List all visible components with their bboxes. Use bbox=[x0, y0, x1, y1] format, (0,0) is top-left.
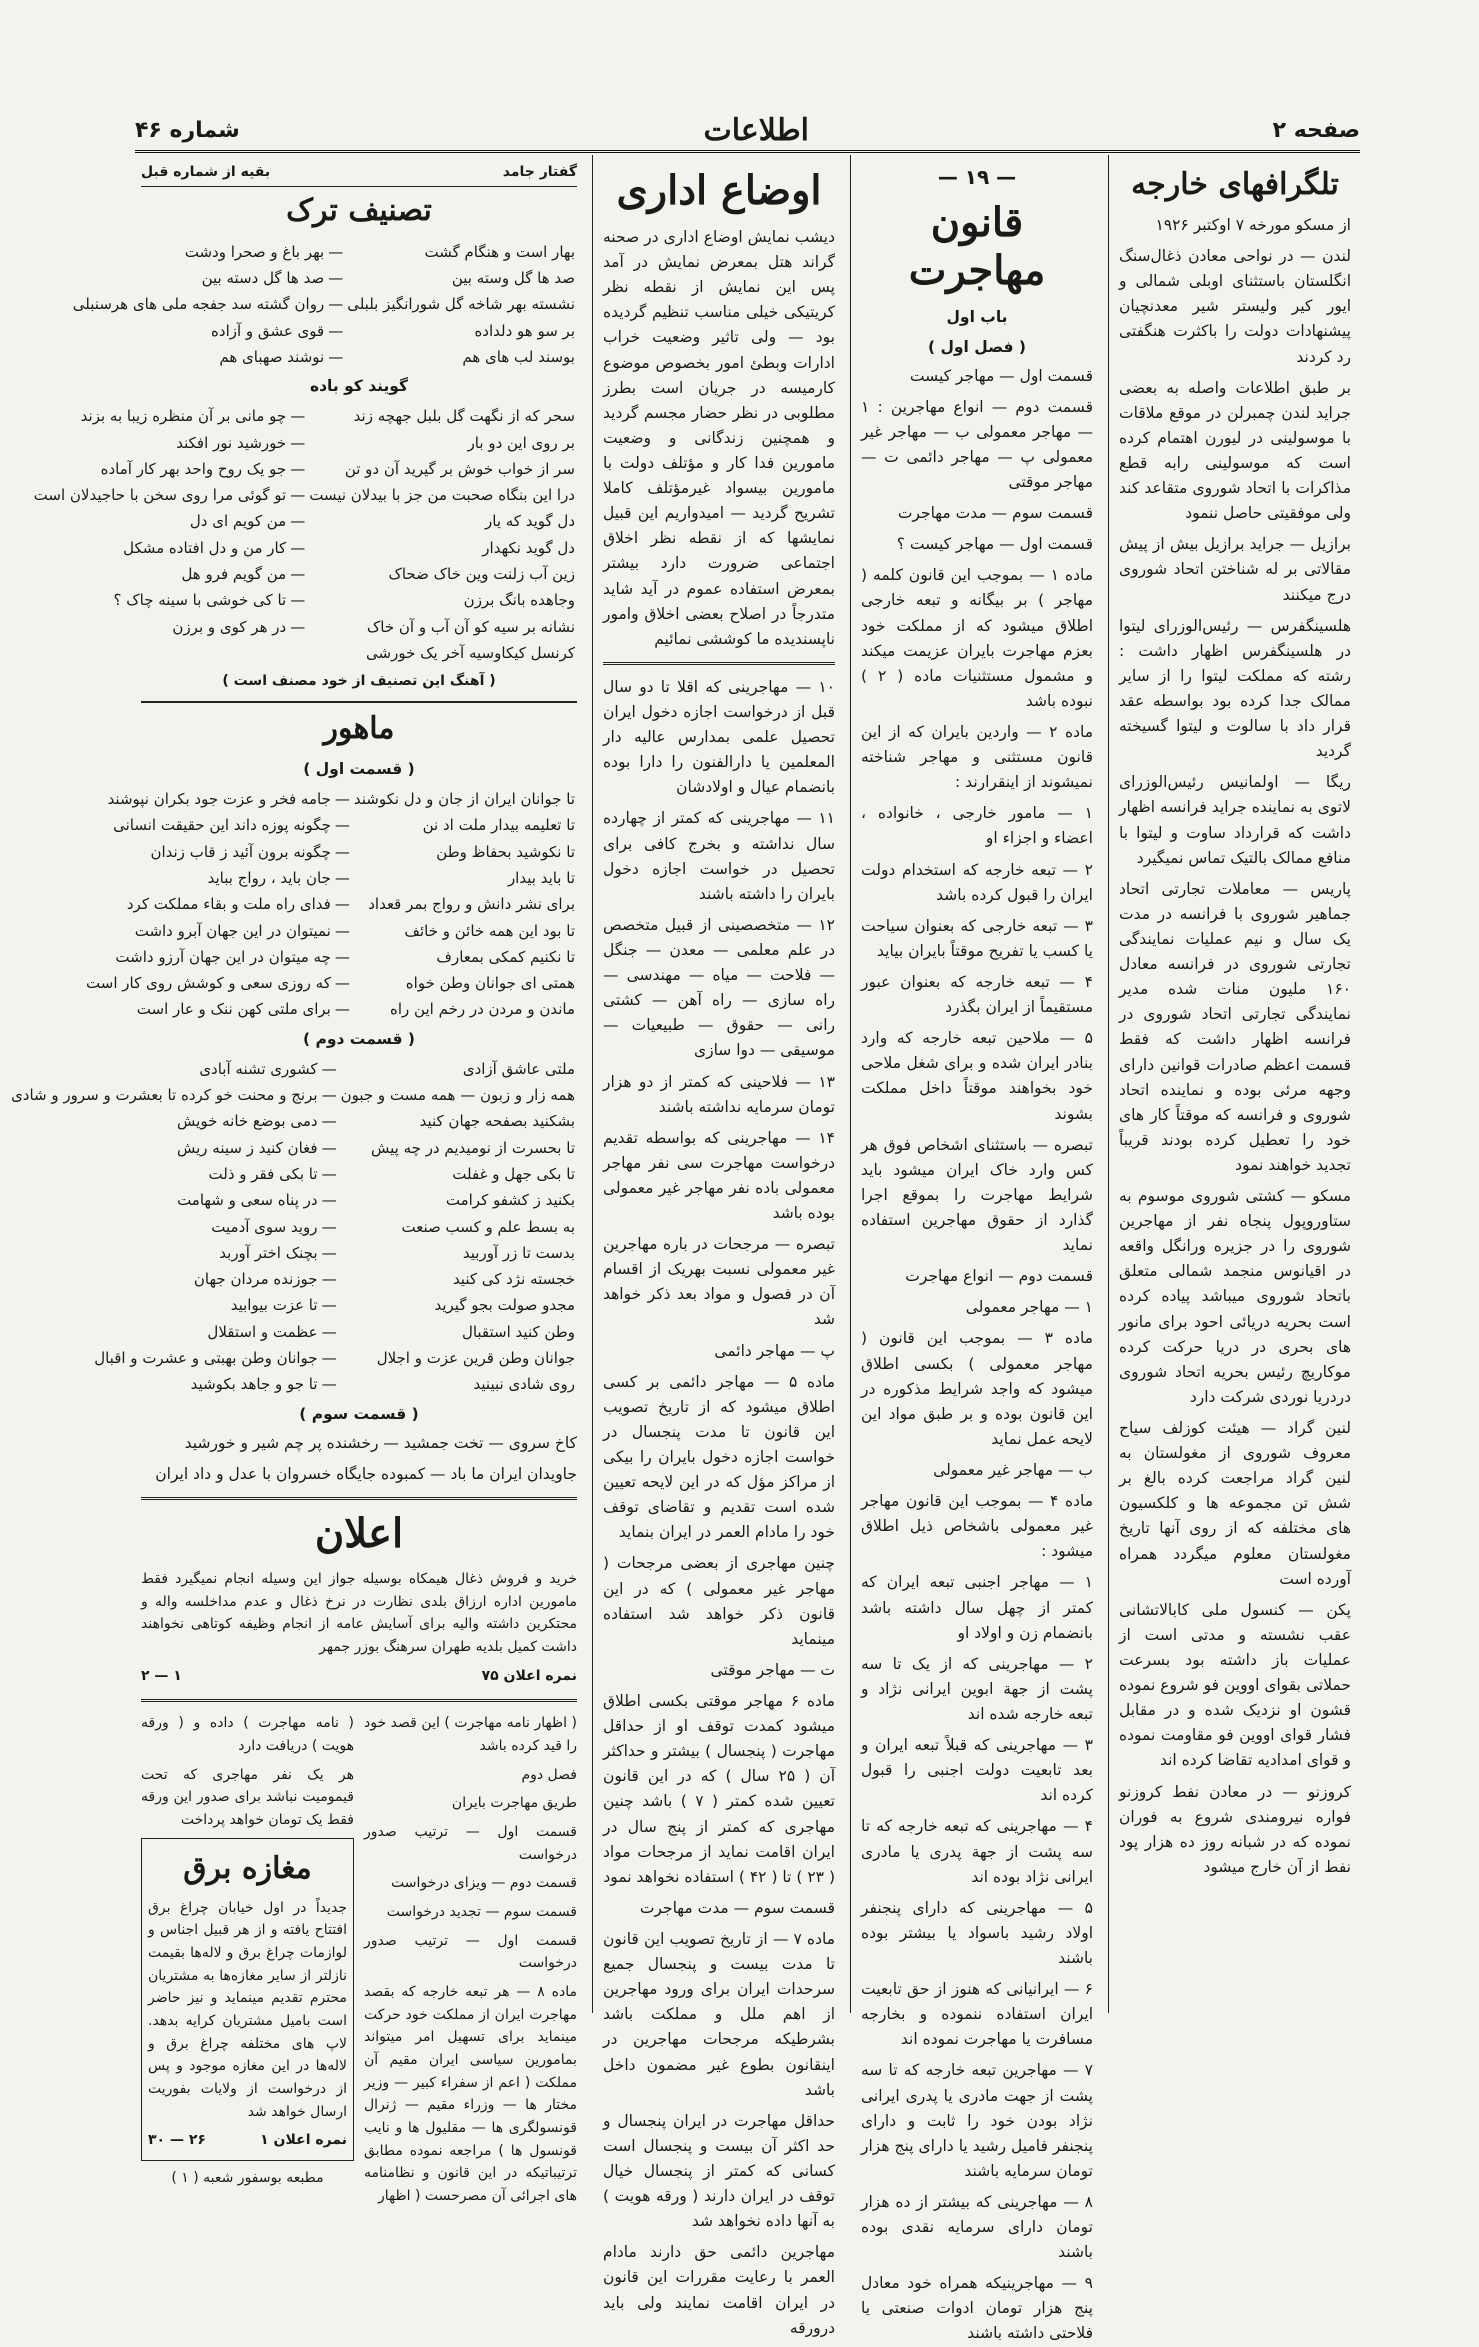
verse-separator: — bbox=[334, 974, 350, 993]
poem-verse bbox=[9, 1292, 577, 1318]
telegram-paragraph: بر طبق اطلاعات واصله به بعضی جراید لندن چمبرلن در موقع ملاقات با موسولینی در لیورن اهتمام کرده است که موسولینی رابه قطع مذاکرات با اتحاد شوروی متقاعد کند ولی موفقیتی حاصل ننمود bbox=[1119, 378, 1351, 523]
law-article: ۴ — تبعه خارجه که بعنوان عبور مستقیماً از ایران بگذرد bbox=[861, 973, 1093, 1017]
telegram-paragraph: پاریس — معاملات تجارتی اتحاد جماهیر شوروی با فرانسه در مدت یک سال و نیم عملیات نمایندگی تجارتی شوروی در فرانسه معادل ۱۶۰ ملیون منات شده مدیر نمایندگی تجارتی اتحاد شوروی در فرانسه اظهار داشت که فقط قسمت اعظم صادرات قوانین دارای وجهه مرئی بوده و نماینده اتحاد شوروی و فرانسه که موقتاً کار های خود را تعطیل کرده بودند قریباً تجدید خواهند نمود bbox=[1119, 879, 1351, 1174]
verse-second-half: نمیتوان در این جهان آبرو داشت bbox=[134, 921, 331, 940]
verse-first-half: تا نکوشید بحفاظ وطن bbox=[436, 842, 575, 861]
law-article: قسمت اول — ترتیب صدور درخواست bbox=[364, 1824, 577, 1863]
headline-turk-song: تصنیف ترک bbox=[286, 192, 432, 228]
verse-second-half: تا عزت بیوابید bbox=[230, 1296, 318, 1315]
law-article: ۸ — مهاجرینی که بیشتر از ده هزار تومان دارای سرمایه نقدی بوده باشند bbox=[861, 2192, 1093, 2262]
verse-first-half: تا بود این همه خائن و خائف bbox=[404, 921, 575, 940]
verse-first-half: درا این بنگاه صحبت من جز با بیدلان نیست bbox=[309, 486, 575, 505]
verse-separator: — bbox=[290, 591, 306, 610]
poem-verse bbox=[32, 587, 577, 613]
poem-verse bbox=[71, 318, 577, 344]
law-article: ۳ — تبعه خارجی که بعنوان سیاحت یا کسب یا تفریح موقتاً بایران بیاید bbox=[861, 916, 1093, 960]
poem-verse bbox=[9, 1135, 577, 1161]
verse-first-half: سر از خواب خوش بر گیرید آن دو تن bbox=[344, 459, 575, 478]
law-article: قسمت سوم — مدت مهاجرت bbox=[639, 1898, 835, 1917]
masthead bbox=[135, 110, 1360, 153]
verse-first-half: مجدو صولت بجو گیرید bbox=[434, 1296, 575, 1315]
verse-second-half: عظمت و استقلال bbox=[207, 1322, 318, 1341]
poem-verse bbox=[32, 614, 577, 640]
law-article: فصل دوم bbox=[521, 1766, 577, 1783]
verse-separator: — bbox=[334, 947, 350, 966]
poem-verse bbox=[32, 482, 577, 508]
column-foreign-telegrams bbox=[1111, 155, 1359, 2013]
poem-verse bbox=[84, 970, 577, 996]
poem-turk-song-body bbox=[32, 403, 577, 666]
law-article: ماده ۴ — بموجب این قانون مهاجر غیر معمولی باشخاص ذیل اطلاق میشود : bbox=[861, 1492, 1094, 1561]
telegram-paragraph: لنین گراد — هیئت کوزلف سیاح معروف شوروی از مغولستان به لنین گراد مراجعت کرده بالغ بر شش تن مجموعه ها و کلکسیون های مختلفه که از روی آنها تاریخ مغولستان معلوم میگردد همراه آورده است bbox=[1119, 1419, 1351, 1588]
verse-second-half: تو گوئی مرا روی سخن با حاجیدلان است bbox=[33, 486, 287, 505]
verse-first-half: تا بکی جهل و غفلت bbox=[452, 1164, 575, 1183]
law-article: ۳ — مهاجرینی که قبلاً تبعه ایران و بعد تابعیت دولت اجنبی را قبول کرده اند bbox=[861, 1736, 1093, 1805]
shop-text: جدیداً در اول خیابان چراغ برق افتتاح یافته و از هر قبیل اجناس و لوازمات چراغ برق و لاله‌ها بقیمت نازلتر از سایر مغازه‌ها به مشتریان محترم تقدیم مینماید و نیز حاضر است بامیل مشتریان کرایه بدهد. لاپ های مختلفه چراغ برق و لاله‌ها در این مغازه موجود و پس از درخواست از ولایات بفوریت ارسال خواهد شد bbox=[148, 1899, 347, 2120]
verse-first-half: برای نشر دانش و رواج بمر قعداد bbox=[368, 895, 575, 914]
verse-first-half: بشکنید بصفحه جهان کنید bbox=[419, 1112, 575, 1131]
law-article: قسمت اول — مهاجر کیست bbox=[909, 366, 1093, 385]
divider bbox=[141, 1699, 577, 1702]
poem-note: ( آهنگ این تصنیف از خود مصنف است ) bbox=[222, 673, 496, 690]
verse-first-half: بر روی این دو بار bbox=[467, 433, 575, 452]
headline-announcement: اعلان bbox=[314, 1509, 404, 1557]
verse-first-half: به بسط علم و کسب صنعت bbox=[401, 1217, 575, 1236]
column-immigration-law bbox=[853, 155, 1101, 2343]
verse-first-half: سحر که از نگهت گل بلبل جهچه زند bbox=[353, 407, 575, 426]
poem-verse bbox=[84, 891, 577, 917]
verse-second-half: در هر کوی و برزن bbox=[172, 617, 287, 636]
law-article: ماده ۱ — بموجب این قانون کلمه ( مهاجر ) بر بیگانه و تبعه خارجی اطلاق میشود که از مملکت خود بعزم مهاجرت بایران عزیمت میکند و مشمول مستثنیات ماده ( ۲ ) نبوده باشد bbox=[861, 566, 1093, 710]
immigration-law-chapter-2 bbox=[364, 1712, 577, 2213]
poem-verse bbox=[84, 812, 577, 838]
poem-verse bbox=[84, 918, 577, 944]
law-article: ماده ۸ — هر تبعه خارجه که بقصد مهاجرت ایران از مملکت خود حرکت مینماید برای تسهیل امر میتواند بمامورین سیاسی ایران مقیم آن مملکت ( اعم از سفراء کبیر — وزیر مختار ها — وزراء مقیم — ژنرال قونسولگری ها — مقلیول ها و نایب قونسول ها ) مراجعه نموده مطابق ترتیباتیکه در این قانون و نظامنامه های اجرائی آن مصرحست ( اظهار bbox=[364, 1984, 577, 2205]
paper-name: اطلاعات bbox=[703, 112, 809, 148]
verse-separator: — bbox=[321, 1375, 337, 1394]
verse-second-half: قوی عشق و آزاده bbox=[211, 321, 325, 340]
column-rule bbox=[1108, 155, 1109, 2013]
telegram-paragraph: لندن — در نواحی معادن ذغال‌سنگ انگلستان باستثنای اوبلی شمالی و ایور کیر ولیستر شیر معدنچیان پیشنهادات دولت را باکثرت هنگفتی رد کردند bbox=[1119, 247, 1351, 366]
poem-refrain: گویند کو باده bbox=[309, 377, 409, 396]
verse-first-half: خجسته نژد کی کنید bbox=[452, 1270, 575, 1289]
verse-separator: — bbox=[328, 321, 344, 340]
verse-first-half: نشانه بر سیه کو آن آب و آن خاک bbox=[366, 617, 575, 636]
poem-verse: جاویدان ایران ما باد — کمبوده جایگاه خسروان با عدل و داد ایران bbox=[155, 1464, 577, 1483]
topbar-right: گفتار جامد bbox=[502, 164, 577, 180]
divider bbox=[141, 701, 577, 703]
law-article: ب — مهاجر غیر معمولی bbox=[933, 1460, 1093, 1479]
law-article: ۱ — مهاجر معمولی bbox=[965, 1298, 1093, 1317]
verse-first-half: وجاهده بانگ برزن bbox=[463, 591, 575, 610]
announcement-text: خرید و فروش ذغال هیمکاه بوسیله جواز این وسیله انجام نمیگیرد فقط مامورین اداره ارزاق بلدی نظارت در نرخ ذغال و عدم مداخلسه واله و محتکرین داشته والیه برای آسایش عامه از انجام وظیفه کوتاهی نخواهند داشت کمیل بلدیه طهران سرهنگ بوزر جمهر bbox=[141, 1570, 577, 1655]
headline-immigration-law: قانون مهاجرت bbox=[908, 199, 1046, 295]
verse-first-half: ماندن و مردن در رخم این راه bbox=[390, 1000, 575, 1019]
verse-separator: — bbox=[328, 268, 344, 287]
verse-first-half: دل گوید که یار bbox=[485, 512, 575, 531]
verse-first-half: بر سو هو دلداده bbox=[474, 321, 575, 340]
divider bbox=[603, 662, 835, 665]
verse-separator: — bbox=[334, 895, 350, 914]
verse-second-half: جوزنده مردان جهان bbox=[193, 1270, 318, 1289]
headline-mahour: ماهور bbox=[323, 710, 395, 746]
law-article: قسمت اول — ترتیب صدور درخواست bbox=[364, 1932, 577, 1972]
poem-verse bbox=[9, 1082, 577, 1108]
poem-verse bbox=[71, 344, 577, 370]
verse-first-half: کرنسل کیکاوسیه آخر یک خورشی bbox=[366, 643, 575, 662]
verse-second-half: خورشید نور افکند bbox=[176, 433, 287, 452]
verse-second-half: برنج و محنت خو کرده تا بعشرت و سرور و شادی bbox=[11, 1086, 318, 1105]
verse-second-half: بچنک اختر آوربد bbox=[219, 1243, 318, 1262]
immigration-law-continued bbox=[603, 675, 835, 2341]
verse-second-half: من کویم ای دل bbox=[189, 512, 287, 531]
telegram-paragraph: هلسینگفرس — رئیس‌الوزرای لیتوا در هلسینگفرس اظهار داشت : رشته که مملکت لیتوا را از سایر ممالک جدا کرده بود بواسطه عقد قرار داد با سالوت و لیتوا گسیخته گردید bbox=[1119, 616, 1351, 761]
headline-foreign-telegrams: تلگرافهای خارجه bbox=[1131, 167, 1339, 202]
column-rule bbox=[592, 155, 593, 2013]
verse-separator: — bbox=[328, 242, 344, 261]
verse-first-half: تا باید بیدار bbox=[507, 868, 575, 887]
telegram-paragraph: کروزنو — در معادن نفط کروزنو فواره نیرومندی شروع به فوران نموده که در شبانه روز ده هزار پود نفط از آن خارج میشود bbox=[1119, 1782, 1351, 1876]
verse-separator: — bbox=[321, 1296, 337, 1315]
verse-second-half bbox=[32, 640, 289, 666]
law-article: ۱۳ — فلاحینی که کمتر از دو هزار تومان سرمایه نداشته باشند bbox=[603, 1072, 835, 1116]
verse-separator: — bbox=[328, 295, 344, 314]
announcement-number: نمره اعلان ۷۵ bbox=[481, 1667, 577, 1684]
law-article: هر یک نفر مهاجری که تحت قیمومیت نباشد برای صدور این ورقه فقط یک تومان خواهد پرداخت bbox=[141, 1766, 354, 1829]
poem-verse bbox=[9, 1319, 577, 1345]
bottom-left-block bbox=[141, 1712, 354, 2213]
verse-first-half: همتی ای جوانان وطن خواه bbox=[405, 974, 575, 993]
mahour-section-1: ( قسمت اول ) bbox=[303, 759, 415, 778]
poem-verse bbox=[32, 456, 577, 482]
column-poems-ads bbox=[11, 155, 585, 2205]
verse-first-half: تا تعلیمه بیدار ملت اد نن bbox=[422, 816, 575, 835]
poem-verse bbox=[32, 640, 577, 666]
law-article: تبصره — باستثنای اشخاص فوق هر کس وارد خاک ایران میشود باید شرایط مهاجرت را بموقع اجرا گذارد از حقوق مهاجرین استفاده نماید bbox=[861, 1135, 1093, 1255]
verse-separator: — bbox=[334, 868, 350, 887]
telegram-paragraph: از مسکو مورخه ۷ اوکتبر ۱۹۲۶ bbox=[1155, 216, 1351, 234]
poem-mahour-part-1 bbox=[84, 786, 577, 1023]
verse-second-half: فغان کنید ز سینه ریش bbox=[176, 1138, 318, 1157]
verse-first-half: بدست تا زر آوربید bbox=[462, 1243, 575, 1262]
poem-verse bbox=[9, 1345, 577, 1371]
announcement-date: ۱ — ۲ bbox=[141, 1667, 182, 1684]
column-rule bbox=[850, 155, 851, 2013]
headline-electric-shop: مغازه برق bbox=[183, 1850, 312, 1886]
shop-date: ۲۶ — ۳۰ bbox=[148, 2132, 206, 2149]
poem-verse bbox=[84, 996, 577, 1022]
administrative-body bbox=[603, 225, 835, 652]
bottom-section bbox=[141, 1712, 577, 2213]
verse-separator: — bbox=[334, 1000, 350, 1019]
poem-verse bbox=[9, 1214, 577, 1240]
issue-label: شماره ۴۶ bbox=[135, 117, 240, 143]
verse-second-half: جان باید ، رواج بباید bbox=[207, 868, 331, 887]
announcement-footer bbox=[141, 1665, 577, 1690]
verse-second-half: چه میتوان در این جهان آرزو داشت bbox=[115, 947, 331, 966]
verse-separator: — bbox=[321, 1191, 337, 1210]
verse-first-half: وطن کنید استقبال bbox=[461, 1322, 575, 1341]
verse-separator: — bbox=[334, 921, 350, 940]
law-article: ( نامه مهاجرت ) داده و ( ورقه هویت ) دریافت دارد bbox=[141, 1715, 354, 1755]
law-article: ۶ — ایرانیانی که هنوز از حق تابعیت ایران استفاده ننموده و بخارجه مسافرت یا مهاجرت نموده اند bbox=[861, 1980, 1093, 2049]
law-article: چنین مهاجری از بعضی مرجحات ( مهاجر غیر معمولی ) که در این قانون ذکر خواهد شد استفاده مینماید bbox=[603, 1554, 835, 1648]
shop-number: نمره اعلان ۱ bbox=[260, 2132, 347, 2149]
verse-second-half: بهر باغ و صحرا ودشت bbox=[184, 242, 325, 261]
verse-separator: — bbox=[334, 842, 350, 861]
law-article: پ — مهاجر دائمی bbox=[714, 1341, 835, 1360]
verse-second-half: جامه فخر و عزت جود بکران نپوشند bbox=[107, 790, 331, 809]
verse-first-half: همه زار و زبون — همه مست و جبون bbox=[340, 1086, 575, 1105]
verse-separator: — bbox=[321, 1322, 337, 1341]
verse-separator: — bbox=[290, 512, 306, 531]
law-article: ۲ — مهاجرینی که از یک تا سه پشت از جهة ابوین ایرانی نژاد و تبعه خارجه شده اند bbox=[861, 1654, 1093, 1723]
poem-verse bbox=[9, 1266, 577, 1292]
telegram-paragraph: برازیل — جراید برازیل بیش از پیش مقالاتی بر له شناختن اتحاد شوروی درج میکنند bbox=[1119, 535, 1351, 604]
verse-separator: — bbox=[290, 433, 306, 452]
law-article: تبصره — مرجحات در باره مهاجرین غیر معمولی نسبت بهریک از اقسام آن در فصول و مواد بعد ذکر خواهد شد bbox=[603, 1235, 835, 1329]
verse-separator: — bbox=[321, 1164, 337, 1183]
verse-separator: — bbox=[290, 565, 306, 584]
verse-second-half: فدای راه ملت و بقاء مملکت کرد bbox=[126, 895, 331, 914]
law-article: ماده ۳ — بموجب این قانون ( مهاجر معمولی ) بکسی اطلاق میشود که واجد شرایط مذکوره در این قانون بوده و بر طبق مواد این لایحه عمل نماید bbox=[861, 1329, 1093, 1448]
law-article: ماده ۷ — از تاریخ تصویب این قانون تا مدت بیست و پنجسال جمیع سرحدات ایران برای ورود مهاجرین از اهم ملل و مملکت باشد بشرطیکه مرجحات مهاجرین در اینقانون بطوع غیر مضمون داخل باشد bbox=[603, 1930, 835, 2099]
verse-separator: — bbox=[290, 538, 306, 557]
poem-verse bbox=[9, 1187, 577, 1213]
verse-second-half: نوشند صهبای هم bbox=[219, 347, 325, 366]
law-article: ماده ۵ — مهاجر دائمی بر کسی اطلاق میشود که از تاریخ تصویب این قانون تا مدت پنجسال در خواست اجازه دخول بایران را بیکی از مراکز مؤل که در این لایحه تعیین شده است تقدیم و تقاضای توقف خود را مادام العمر در ایران بنماید bbox=[603, 1372, 835, 1542]
poem-mahour-part-3 bbox=[141, 1431, 577, 1487]
law-article: ۱۱ — مهاجرینی که کمتر از چهارده سال نداشته و بخرج کافی برای تحصیل در خواست اجازه دخول بایران را داشته باشند bbox=[603, 809, 835, 903]
verse-second-half: جو یک روح واحد بهر کار آماده bbox=[100, 459, 287, 478]
foreign-telegrams-body bbox=[1119, 213, 1351, 1880]
verse-second-half: چو مانی بر آن منظره زیبا به بزند bbox=[80, 407, 287, 426]
law-article: ( اظهار نامه مهاجرت ) این قصد خود را قید کرده باشد bbox=[364, 1715, 577, 1755]
verse-first-half: تا بحسرت از نومیدیم در چه پیش bbox=[371, 1138, 575, 1157]
law-page-number: — ۱۹ — bbox=[937, 165, 1017, 189]
law-article: حداقل مهاجرت در ایران پنجسال و حد اکثر آن بیست و پنجسال است کسانی که کمتر از پنجسال خیال توقف در ایران دارند ( ورقه هویت ) به آنها داده نخواهد شد bbox=[603, 2111, 835, 2231]
shop-advert bbox=[141, 1838, 354, 2161]
poem-turk-song-intro bbox=[71, 239, 577, 370]
verse-separator: — bbox=[290, 486, 306, 505]
law-article: قسمت دوم — انواع مهاجرین : ۱ — مهاجر معمولی ب — مهاجر غیر معمولی پ — مهاجر دائمی ت — مهاجر موقتی bbox=[861, 397, 1093, 492]
verse-second-half: چگونه برون آئید ز قاب زندان bbox=[150, 842, 331, 861]
law-article: قسمت دوم — انواع مهاجرت bbox=[905, 1267, 1093, 1286]
law-article: ماده ۲ — واردین بایران که از این قانون مستثنی و مهاجر شناخته نمیشوند از اینقرارند : bbox=[861, 723, 1093, 792]
verse-second-half: که روزی سعی و کوشش روی کار است bbox=[86, 974, 331, 993]
topbar-left: بقیه از شماره قبل bbox=[141, 164, 271, 180]
law-article: ۹ — مهاجرینیکه همراه خود معادل پنج هزار تومان ادوات صنعتی یا فلاحتی داشته باشند bbox=[861, 2274, 1093, 2343]
verse-second-half: تا کی خوشی با سینه چاک ؟ bbox=[113, 591, 287, 610]
verse-first-half: بوسند لب های هم bbox=[462, 347, 575, 366]
poem-verse bbox=[32, 508, 577, 534]
law-article: ۱۲ — متخصصینی از قبیل متخصص در علم معلمی — معدن — جنگل — فلاحت — میاه — مهندسی — راه سازی — راه آهن — کشتی رانی — حقوق — طبیعیات — موسیقی — دوا سازی bbox=[603, 915, 835, 1060]
mahour-section-3: ( قسمت سوم ) bbox=[299, 1404, 419, 1423]
verse-first-half: بکنید ز کشفو کرامت bbox=[445, 1191, 575, 1210]
verse-first-half: تا جوانان ایران از جان و دل نکوشند bbox=[353, 790, 575, 809]
verse-second-half: تا جو و جاهد بکوشید bbox=[190, 1375, 318, 1394]
column-administrative bbox=[595, 155, 843, 2337]
verse-second-half: دمی بوضع خانه خویش bbox=[177, 1112, 318, 1131]
verse-separator: — bbox=[321, 1243, 337, 1262]
telegram-paragraph: پکن — کنسول ملی کابالاتشانی عقب نشسته و مدتی است از عملیات باز داشته بود بسرعت حملاتی بقوای اووین فو شروع نموده قشون او نزدیک شده و در مقابل فشار قوای اووین فو مقاومت نموده و قوای امدادیه تقاضا کرده اند bbox=[1119, 1600, 1351, 1770]
poem-verse bbox=[9, 1371, 577, 1397]
verse-separator: — bbox=[334, 790, 350, 809]
verse-separator: — bbox=[321, 1270, 337, 1289]
law-section: ( فصل اول ) bbox=[927, 337, 1026, 356]
poem-verse bbox=[32, 535, 577, 561]
mahour-section-2: ( قسمت دوم ) bbox=[302, 1029, 416, 1048]
law-article: ۷ — مهاجرین تبعه خارجه که تا سه پشت از جهت مادری یا پدری ایرانی نژاد بودن خود را ثابت و دارای پنجنفر فامیل رشید یا دارای پنج هزار تومان سرمایه باشند bbox=[861, 2061, 1093, 2180]
poem-verse bbox=[71, 239, 577, 265]
printer-credit: مطبعه بوسفور شعبه ( ۱ ) bbox=[171, 2170, 324, 2187]
law-article: ۵ — ملاحین تبعه خارجه که وارد بنادر ایران شده و برای شغل ملاحی خود بخواهند موقتاً داخل مملکت بشوند bbox=[861, 1029, 1093, 1123]
verse-second-half: روان گشته سد جفجه ملی های هرسنبلی bbox=[72, 295, 325, 314]
law-article: ۱ — مهاجر اجنبی تبعه ایران که کمتر از چهل سال داشته باشد بانضمام زن و اولاد او bbox=[861, 1573, 1093, 1642]
verse-second-half: چگونه پوزه داند این حقیقت انسانی bbox=[113, 816, 331, 835]
verse-second-half: در پناه سعی و شهامت bbox=[177, 1191, 318, 1210]
verse-second-half: روید سوی آدمیت bbox=[211, 1217, 318, 1236]
law-article: طریق مهاجرت بایران bbox=[451, 1795, 577, 1812]
verse-first-half: دل گوید نکهدار bbox=[482, 538, 575, 557]
law-article: ماده ۶ مهاجر موقتی بکسی اطلاق میشود کمدت توقف او از حداقل مهاجرت ( پنجسال ) بیشتر و حداکثر آن ( ۲۵ سال ) که در این قانون تعیین شده کمتر ( ۷ ) باشد چنین مهاجری که کمتر از پنج سال در ایران اقامت نماید از مرجحات مواد ( ۲۳ ) تا ( ۴۲ ) استفاده نخواهد نمود bbox=[603, 1692, 836, 1886]
verse-second-half: کار من و دل افتاده مشکل bbox=[123, 538, 287, 557]
poem-mahour-part-2 bbox=[9, 1056, 577, 1398]
verse-separator: — bbox=[290, 617, 306, 636]
verse-separator: — bbox=[290, 407, 306, 426]
law-article: ۴ — مهاجرینی که تبعه خارجه که تا سه پشت از جهة پدری یا مادری ایرانی نژاد بوده اند bbox=[861, 1817, 1093, 1886]
law-article: ۱ — مامور خارجی ، خانواده ، اعضاء و اجزاء او bbox=[861, 804, 1093, 848]
verse-first-half: صد ها گل وسته بین bbox=[451, 268, 575, 287]
poem-verse bbox=[9, 1108, 577, 1134]
immigration-law-body bbox=[861, 364, 1093, 2347]
verse-first-half: زین آب زلنت وین خاک ضحاک bbox=[388, 565, 575, 584]
poem-topbar bbox=[141, 161, 577, 187]
verse-separator: — bbox=[321, 1138, 337, 1157]
verse-separator: — bbox=[328, 347, 344, 366]
administrative-paragraph: دیشب نمایش اوضاع اداری در صحنه گراند هتل بمعرض نمایش در آمد پس این نمایش از نقطه نظر کریتیکی خیلی مناسب تنظیم گردیده بود — ولی تاثیر وضعیت خراب ادارات وبطئ امور بخصوص موضوع کارمیسه در جریان است بطرز مطلوبی در نظر حضار مجسم گردید و همچنین زندگانی و وضعیت مامورین فدا کار و مؤتلف دولت با مامورین بیسواد غیرمؤتلف کاملا تشریح گردید — امیدواریم این قبیل نمایشها که از نقطه نظر اخلاق اجتماعی ضرورت دارد بیشتر بمعرض استفاده عموم در آید شاید متدرجاً در اصلاح بعضی اخلاق وامور ناپسندیده ما کوششی نمائیم bbox=[603, 228, 835, 648]
law-chapter: باب اول bbox=[946, 308, 1008, 327]
verse-first-half: بهار است و هنگام گشت bbox=[424, 242, 575, 261]
telegram-paragraph: ریگا — اولمانیس رئیس‌الوزرای لاتوی به نماینده جراید فرانسه اظهار داشت که قرارداد ساوت و لیتوا با منافع ممالک بالتیک تماس نمیگیرد bbox=[1119, 773, 1351, 867]
page-label: صفحه ۲ bbox=[1272, 117, 1360, 143]
law-article: قسمت سوم — تجدید درخواست bbox=[386, 1904, 577, 1921]
shop-footer bbox=[148, 2129, 347, 2154]
law-article: ۵ — مهاجرینی که دارای پنجنفر اولاد رشید باسواد یا بیشتر بوده باشند bbox=[861, 1898, 1093, 1967]
verse-second-half: برای ملتی کهن ننک و عار است bbox=[136, 1000, 331, 1019]
law-article: ۱۰ — مهاجرینی که اقلا تا دو سال قبل از درخواست اجازه دخول ایران تحصیل علمی بمدارس عالیه دار المعلمین یا دارالفنون را دارا بوده بانضمام عیال و اولادشان bbox=[603, 677, 835, 797]
poem-verse bbox=[84, 786, 577, 812]
immigration-law-id-card bbox=[141, 1712, 354, 1831]
poem-verse bbox=[9, 1161, 577, 1187]
poem-verse: کاخ سروی — تخت جمشید — رخشنده پر چم شیر و خورشید bbox=[184, 1433, 577, 1452]
law-article: قسمت اول — مهاجر کیست ؟ bbox=[896, 535, 1093, 554]
verse-first-half: روی شادی نبینید bbox=[473, 1375, 575, 1394]
verse-separator: — bbox=[321, 1217, 337, 1236]
verse-separator: — bbox=[334, 816, 350, 835]
verse-first-half: جوانان وطن قرین عزت و اجلال bbox=[376, 1349, 575, 1368]
verse-separator: — bbox=[321, 1112, 337, 1131]
verse-first-half: ملتی عاشق آزادی bbox=[462, 1059, 575, 1078]
poem-verse bbox=[71, 291, 577, 317]
poem-verse bbox=[32, 403, 577, 429]
verse-second-half: صد ها گل دسته بین bbox=[201, 268, 325, 287]
poem-verse bbox=[84, 839, 577, 865]
headline-administrative: اوضاع اداری bbox=[616, 167, 822, 214]
verse-separator: — bbox=[290, 459, 306, 478]
verse-separator: — bbox=[321, 1086, 337, 1105]
telegram-paragraph: مسکو — کشتی شوروی موسوم به ستاوروپول پنجاه نفر از مهاجرین شوروی را در جزیره ورانگل واقعه در اقیانوس منجمد شمالی متعلق باتحاد شوروی میباشد پیاده کرده است بحریه دریائی احود برای مانور های بحری در دریا حرکت کرده موکاریچ رئیس بحریه اتحاد شوروی دردریا نوردی شرکت دارد bbox=[1119, 1187, 1351, 1406]
verse-first-half: تا نکنیم کمکی بمعارف bbox=[436, 947, 575, 966]
verse-separator bbox=[288, 640, 307, 666]
poem-verse bbox=[32, 561, 577, 587]
poem-verse bbox=[84, 865, 577, 891]
poem-verse bbox=[71, 265, 577, 291]
law-article: مهاجرین دائمی حق دارند مادام العمر با رعایت مقررات این قانون در ایران اقامت نمایند ولی باید درورقه bbox=[603, 2243, 835, 2337]
divider bbox=[141, 1497, 577, 1500]
verse-second-half: کشوری تشنه آبادی bbox=[199, 1059, 318, 1078]
verse-first-half: نشسته بهر شاخه گل شورانگیز بلبلی bbox=[347, 295, 575, 314]
verse-second-half: جوانان وطن بهبتی و عشرت و اقبال bbox=[94, 1349, 318, 1368]
verse-second-half: من گویم فرو هل bbox=[181, 565, 287, 584]
law-article: ۲ — تبعه خارجه که استخدام دولت ایران را قبول کرده باشد bbox=[861, 860, 1093, 904]
poem-verse bbox=[84, 944, 577, 970]
law-article: ۱۴ — مهاجرینی که بواسطه تقدیم درخواست مهاجرت سی نفر مهاجر معمولی باده نفر مهاجر غیر معمولی بوده باشد bbox=[603, 1128, 835, 1223]
law-article: قسمت دوم — ویزای درخواست bbox=[391, 1875, 577, 1892]
poem-verse bbox=[32, 430, 577, 456]
verse-separator: — bbox=[321, 1059, 337, 1078]
verse-second-half: تا بکی فقر و ذلت bbox=[208, 1164, 318, 1183]
poem-verse bbox=[9, 1056, 577, 1082]
verse-separator: — bbox=[321, 1349, 337, 1368]
law-article: قسمت سوم — مدت مهاجرت bbox=[897, 504, 1093, 523]
poem-verse bbox=[9, 1240, 577, 1266]
law-article: ت — مهاجر موقتی bbox=[710, 1660, 835, 1679]
